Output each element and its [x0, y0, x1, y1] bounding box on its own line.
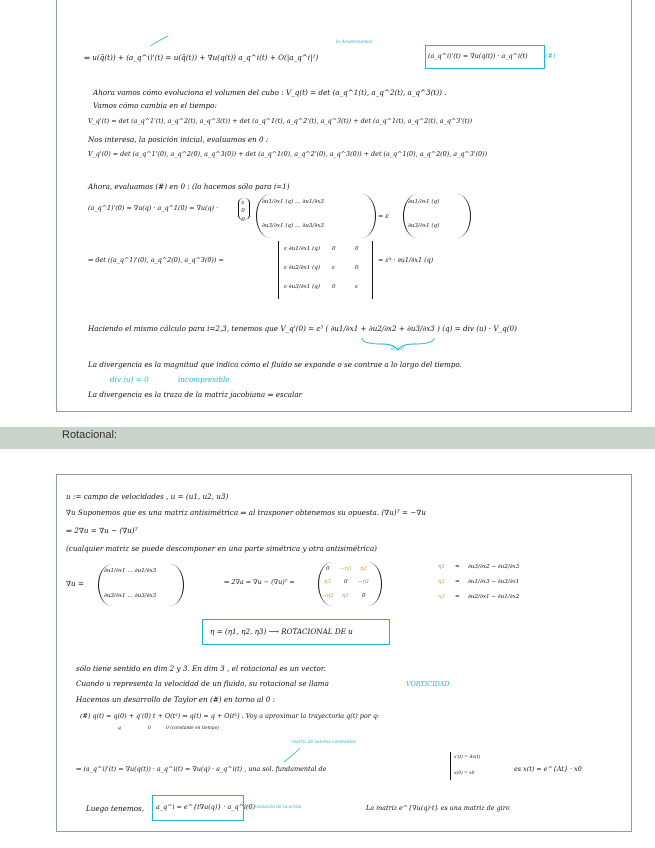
antisymmetric-lhs: ⇒ 2∇a = ∇u − (∇u)ᵀ =	[224, 578, 295, 586]
decomposition-note: (cualquier matriz se puede descomponer en una parte simétrica y otra antisimétrica)	[66, 544, 377, 553]
a1-derivative-eq: (a_q^1)'(0) = ∇u(q) · a_q^1(0) = ∇u(q) ·	[88, 204, 219, 212]
hash-taylor-eq: (#) q(t) = q(0) + q'(0) t + O(t²) ⇒ q(t) = q + O(t²) . Voy a aproximar la trayectoria q(t) por q:	[80, 712, 380, 720]
solution-eq: a_q^i = e^{t∇u(q)} · a_q^i(0)	[156, 803, 256, 811]
edge-evolution-note: ⟶ evolución de la arista	[246, 805, 302, 810]
constant-matrix-note: matriz de valores constantes	[292, 740, 357, 745]
ode-system-2: x(0) = x0	[454, 771, 475, 776]
haciendo-line: Haciendo el mismo cálculo para i=2,3, tenemos que V_q'(0) = ε³ ( ∂u1/∂x1 + ∂u2/∂x2 + ∂u3/∂x3 ) (q) = div (u) · V_q(0)	[88, 324, 517, 333]
div-label: div(u)	[391, 347, 404, 352]
volume-derivative-zero-eq: V_q'(0) = det (a_q^1'(0), a_q^2(0), a_q^3(0)) + det (a_q^1(0), a_q^2'(0), a_q^3(0)) + det (a_q^1(0), a_q^2(0), a_q^3'(0))	[88, 150, 488, 158]
determinant-rhs: = ε³ · ∂u1/∂x1 (q)	[378, 256, 434, 264]
velocity-field-def: u := campo de velocidades , u = (u1, u2, u3)	[66, 492, 229, 501]
antisymmetric-assumption: ∇u Suponemos que es una matriz antisimétrica ⇒ al trasponer obtenemos su opuesta. (∇u)ᵀ = −∇u	[66, 508, 426, 517]
rotation-matrix-note: La matriz e^{∇u(q)·t} es una matriz de giro	[366, 804, 510, 812]
divergence-definition: La divergencia es la magnitud que indica cómo el fluido se expande o se contrae a lo largo del tiempo.	[88, 360, 462, 369]
result-tag: (#)	[545, 52, 556, 60]
ode-system-1: x'(t) = Ax(t)	[454, 755, 481, 760]
evaluate-hash-text: Ahora, evaluamos (#) en 0 : (lo hacemos sólo para i=1)	[88, 182, 290, 191]
incompresible-label: incompresible	[178, 375, 230, 384]
evaluate-zero-text: Nos interesa, la posición inicial, evaluamos en 0 :	[88, 135, 269, 144]
section-title: Rotacional:	[62, 429, 118, 441]
ode-solution: es x(t) = e^{At} · x0	[514, 765, 582, 773]
volume-derivative-eq: V_q'(t) = det (a_q^1'(t), a_q^2(t), a_q^3(t)) + det (a_q^1(t), a_q^2'(t), a_q^3(t)) + det (a_q^1(t), a_q^2(t), a_q^3'(t))	[88, 117, 473, 125]
taylor-line: ⇒ u(q̃(t)) + (a_q^i)'(t) = u(q̃(t)) + ∇u(q(t)) a_q^i(t) + O(|a_q^i|²)	[84, 53, 319, 62]
taylor-intro: Hacemos un desarrollo de Taylor en (#) en torno al 0 :	[76, 695, 276, 704]
determinant-lhs: ⇒ det ((a_q^1)'(0), a_q^2(0), a_q^3(0)) =	[88, 256, 224, 264]
derivative-intro: Vamos cómo cambia en el tiempo:	[93, 101, 217, 110]
vorticity-label: VORTICIDAD	[406, 680, 450, 688]
dimension-note: sólo tiene sentido en dim 2 y 3. En dim 3 , el rotacional es un vector.	[76, 664, 326, 673]
vorticity-intro: Cuando u representa la velocidad de un fluido, su rotacional se llama	[76, 679, 329, 688]
two-gradient-eq: ⇒ 2∇u = ∇u − (∇u)ᵀ	[66, 526, 138, 535]
incompresible-eq: div (u) = 0	[110, 375, 149, 384]
volume-intro: Ahora vamos cómo evoluciona el volumen del cubo : V_q(t) = det (a_q^1(t), a_q^2(t), a_q^3(t)) .	[93, 88, 447, 97]
approx-eq: ⇒ (a_q^i)'(t) = ∇u(q(t)) · a_q^i(t) ≈ ∇u(q) · a_q^i(t) , una sol. fundamental de	[76, 765, 327, 773]
gradient-label: ∇u =	[66, 579, 84, 588]
rotational-definition: η = (η1, η2, η3) ⟶ ROTACIONAL DE u	[210, 627, 353, 636]
result-equation: (a_q^i)'(t) = ∇u(q(t)) · a_q^i(t)	[428, 52, 528, 60]
trace-statement: La divergencia es la traza de la matriz jacobiana ⇒ escalar	[88, 390, 303, 399]
luego-text: Luego tenemos,	[86, 804, 145, 813]
column-e1: ε 0 0	[241, 200, 245, 223]
annotation-despreciamos: lo despreciamos	[336, 40, 373, 45]
